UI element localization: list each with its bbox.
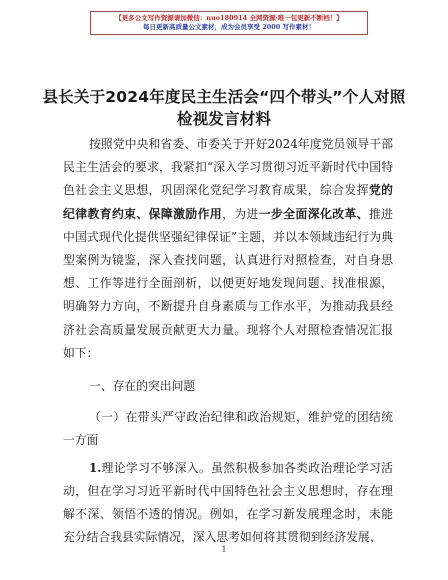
point-lead: 理论学习不够深入。: [101, 460, 212, 475]
point-text: 虽然积极参加各类政治理论学习活动，但在学习习近平新时代中国特色社会主义思想时，存在理解不深、领悟不透的情况。例如，在学习新发展理念时，未能充分结合我县实际情况，深入思考如何将其贯彻到经济发展、: [63, 460, 393, 545]
section-heading: 一、存在的突出问题: [89, 379, 196, 394]
document-body: [63, 133, 393, 549]
point-paragraph: [63, 457, 393, 550]
banner-line-2: 每日更新高质量公文素材，成为会员享受 2000 写作素材！: [142, 23, 316, 31]
intro-emphasis-2: 一步全面深化改革、: [258, 206, 369, 221]
intro-text-3: 推进中国式现代化提供坚强纪律保证”主题，并以本领域违纪行为典型案例为镜鉴，深入查找问题，认真进行对照检查，对自身思想、工作等进行全面剖析，以便更好地发现问题、找准根源，明确努力方向，不断提升自身素质与工作水平，为推动我县经济社会高质量发展贡献更大力量。现将个人对照检查情况汇报如下：: [63, 206, 393, 360]
banner-line-1: 【更多公文写作资源请加微信：nuo180914 全网资源·唯一包更新不断档！】: [115, 14, 343, 22]
page-number: 1: [221, 545, 227, 554]
document-title: 县长关于2024年度民主生活会“四个带头”个人对照检视发言材料: [42, 88, 406, 128]
header-banner: [90, 11, 368, 35]
subsection-heading: （一）在带头严守政治纪律和政治规矩，维护党的团结统一方面: [63, 410, 393, 448]
point-number: 1.: [89, 460, 102, 475]
intro-text-2: ，为进: [222, 206, 259, 221]
intro-emphasis-1: 党的纪律教育约束、保障激励作用: [63, 183, 393, 221]
intro-text-1: 按照党中央和省委、市委关于开好2024年度党员领导干部民主生活会的要求，我紧扣“深入学习贯彻习近平新时代中国特色社会主义思想，巩固深化党纪学习教育成果，综合发挥: [63, 137, 393, 198]
intro-paragraph: [63, 133, 393, 365]
